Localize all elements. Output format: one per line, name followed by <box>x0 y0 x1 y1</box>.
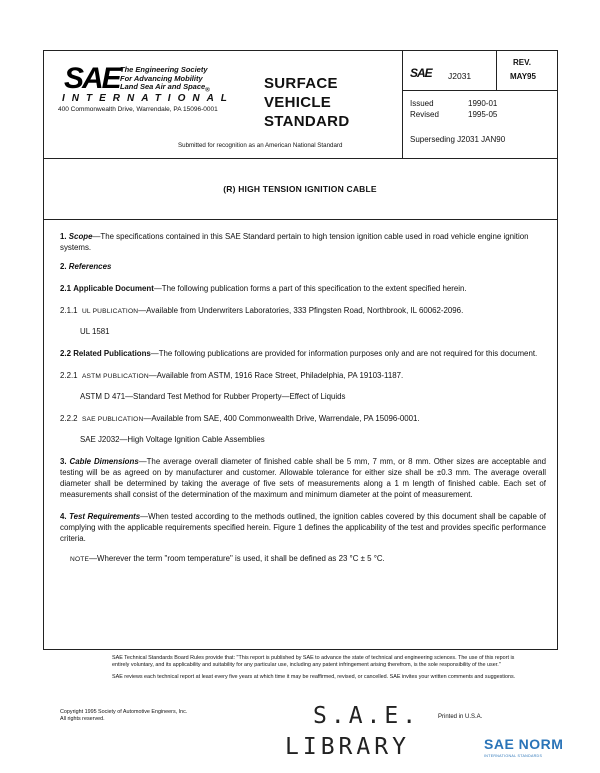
section-3-heading: Cable Dimensions <box>69 457 139 466</box>
revised-value: 1995-05 <box>468 110 498 119</box>
printed-in: Printed in U.S.A. <box>438 714 483 720</box>
policy-text-1: SAE Technical Standards Board Rules provide that: "This report is published by SAE to advance the state of technical and engineering sciences. The use of this report is entirely voluntary, and its applicability and suitability for any particular use, including any patent infringement arising therefrom, is the sole responsibility of the user." <box>112 655 515 668</box>
section-2-heading: References <box>68 262 112 271</box>
sae-norm-watermark <box>484 736 594 758</box>
ul-reference: UL 1581 <box>80 327 110 336</box>
rev-box-divider <box>496 50 497 90</box>
rev-label: REV. <box>513 58 531 67</box>
section-2-1: 2.1 Applicable Document—The following publication forms a part of this specification to the extent specified herein. <box>60 284 467 293</box>
library-stamp-line-1: S.A.E. <box>313 703 421 729</box>
section-3-text: —The average overall diameter of finished cable shall be 5 mm, 7 mm, or 8 mm. Other sizes are acceptable and testing will be as agreed on by manufacturer and customer. Allowable tolerance for either size shall be ±0.3 mm. The average overall diameter shall be determined by taking the average of five sets of measurements along a 1 m length of finished cable. Each set of measurements shall consist of the determination of the maximum and minimum diameter at the point of measurement. <box>60 457 546 499</box>
header-right-divider <box>402 50 403 158</box>
section-2-2: 2.2 Related Publications—The following publications are provided for information purposes only and are not required for this document. <box>60 349 538 358</box>
section-2-1-1: 2.1.1 UL PUBLICATION—Available from Underwriters Laboratories, 333 Pfingsten Road, Northbrook, IL 60062-2096. <box>60 306 464 315</box>
title-divider <box>43 219 558 220</box>
footer-policy <box>112 655 532 681</box>
society-line-1: The Engineering Society <box>120 65 208 74</box>
issued-label: Issued <box>410 99 434 108</box>
society-line-3: Land Sea Air and Space <box>120 82 206 91</box>
society-mark: ® <box>205 86 210 94</box>
section-2-2-2-heading: SAE PUBLICATION <box>81 416 144 423</box>
society-line-2: For Advancing Mobility <box>120 73 203 83</box>
section-1: 1. Scope—The specifications contained in this SAE Standard pertain to high tension ignition cable used in road vehicle engine ignition systems. <box>60 232 529 252</box>
revised-label: Revised <box>410 110 439 119</box>
section-2-2-text: —The following publications are provided for information purposes only and are not required for this document. <box>150 349 538 358</box>
sae-logo-text: SAE <box>64 62 120 95</box>
note <box>70 553 546 565</box>
sae-address: 400 Commonwealth Drive, Warrendale, PA 15096-0001 <box>58 106 218 113</box>
copyright <box>60 709 187 723</box>
doc-type-line-3: STANDARD <box>264 113 350 130</box>
library-stamp-line-2: LIBRARY <box>285 734 410 760</box>
section-2-2-2: 2.2.2 SAE PUBLICATION—Available from SAE, 400 Commonwealth Drive, Warrendale, PA 15096-0001. <box>60 414 420 423</box>
section-3: 3. Cable Dimensions—The average overall diameter of finished cable shall be 5 mm, 7 mm, or 8 mm. Other sizes are acceptable and testing will be as agreed on by manufacturer and customer. Allowable tolerance for either size shall be ±0.3 mm. The average overall diameter shall be determined by taking the average of five sets of measurements along a 1 m length of finished cable. Each set of measurements shall consist of the determination of the maximum and minimum diameter at the point of measurement. <box>60 457 546 499</box>
section-2-2-1-text: —Available from ASTM, 1916 Race Street, Philadelphia, PA 19103-1187. <box>148 371 404 380</box>
section-2-2-heading: Related Publications <box>73 349 151 358</box>
copyright-line-2: All rights reserved. <box>60 716 105 722</box>
section-2-2-1-heading: ASTM PUBLICATION <box>81 373 149 380</box>
header-divider <box>43 158 558 159</box>
section-1-text: —The specifications contained in this SAE Standard pertain to high tension ignition cable used in road vehicle engine ignition systems. <box>60 232 529 252</box>
section-2-1-1-text: —Available from Underwriters Laboratories, 333 Pfingsten Road, Northbrook, IL 60062-2096. <box>138 306 464 315</box>
submitted-note: Submitted for recognition as an American National Standard <box>178 142 343 149</box>
section-2-2-2-text: —Available from SAE, 400 Commonwealth Drive, Warrendale, PA 15096-0001. <box>143 414 420 423</box>
section-1-heading: Scope <box>68 232 93 241</box>
sae-j2032-reference: SAE J2032—High Voltage Ignition Cable Assemblies <box>80 435 265 444</box>
section-2-1-heading: Applicable Document <box>73 284 154 293</box>
sae-logo <box>64 64 120 94</box>
doc-type-line-1: SURFACE <box>264 75 338 92</box>
note-heading: NOTE <box>70 556 90 563</box>
doc-type-line-2: VEHICLE <box>264 94 332 111</box>
doc-type <box>264 74 349 131</box>
sae-norm-subtitle: INTERNATIONAL STANDARDS <box>484 754 543 758</box>
note-text: —Wherever the term "room temperature" is used, it shall be defined as 23 °C ± 5 °C. <box>89 554 385 563</box>
section-2: 2. References <box>60 262 112 271</box>
section-2-1-1-heading: UL PUBLICATION <box>81 308 139 315</box>
section-4: 4. Test Requirements—When tested according to the methods outlined, the ignition cables covered by this document shall be capable of complying with the applicable requirements specified herein. Figure 1 defines the applicability of the test and provides specific performance criteria. <box>60 512 546 543</box>
international-label: INTERNATIONAL <box>62 93 234 104</box>
rev-box-bottom <box>402 90 558 91</box>
rev-value: MAY95 <box>510 72 536 81</box>
section-4-text: —When tested according to the methods outlined, the ignition cables covered by this document shall be capable of complying with the applicable requirements specified herein. Figure 1 defines the applicability of the test and provides specific performance criteria. <box>60 512 546 543</box>
astm-reference: ASTM D 471—Standard Test Method for Rubber Property—Effect of Liquids <box>80 392 346 401</box>
policy-text-2: SAE reviews each technical report at least every five years at which time it may be reaffirmed, revised, or cancelled. SAE invites your written comments and suggestions. <box>112 674 516 680</box>
small-sae-logo: SAE <box>410 66 432 80</box>
doc-number: J2031 <box>448 71 472 81</box>
document-title: (R) HIGH TENSION IGNITION CABLE <box>223 184 377 194</box>
sae-norm-word: SAE NORM <box>484 736 564 752</box>
issued-value: 1990-01 <box>468 99 498 108</box>
section-2-1-text: —The following publication forms a part of this specification to the extent specified herein. <box>153 284 467 293</box>
copyright-line-1: Copyright 1995 Society of Automotive Engineers, Inc. <box>60 709 188 715</box>
superseding: Superseding J2031 JAN90 <box>410 135 506 144</box>
document-body <box>56 231 546 565</box>
society-tagline <box>120 66 210 95</box>
section-4-heading: Test Requirements <box>69 512 141 521</box>
section-2-2-1: 2.2.1 ASTM PUBLICATION—Available from ASTM, 1916 Race Street, Philadelphia, PA 19103-1187. <box>60 371 404 380</box>
